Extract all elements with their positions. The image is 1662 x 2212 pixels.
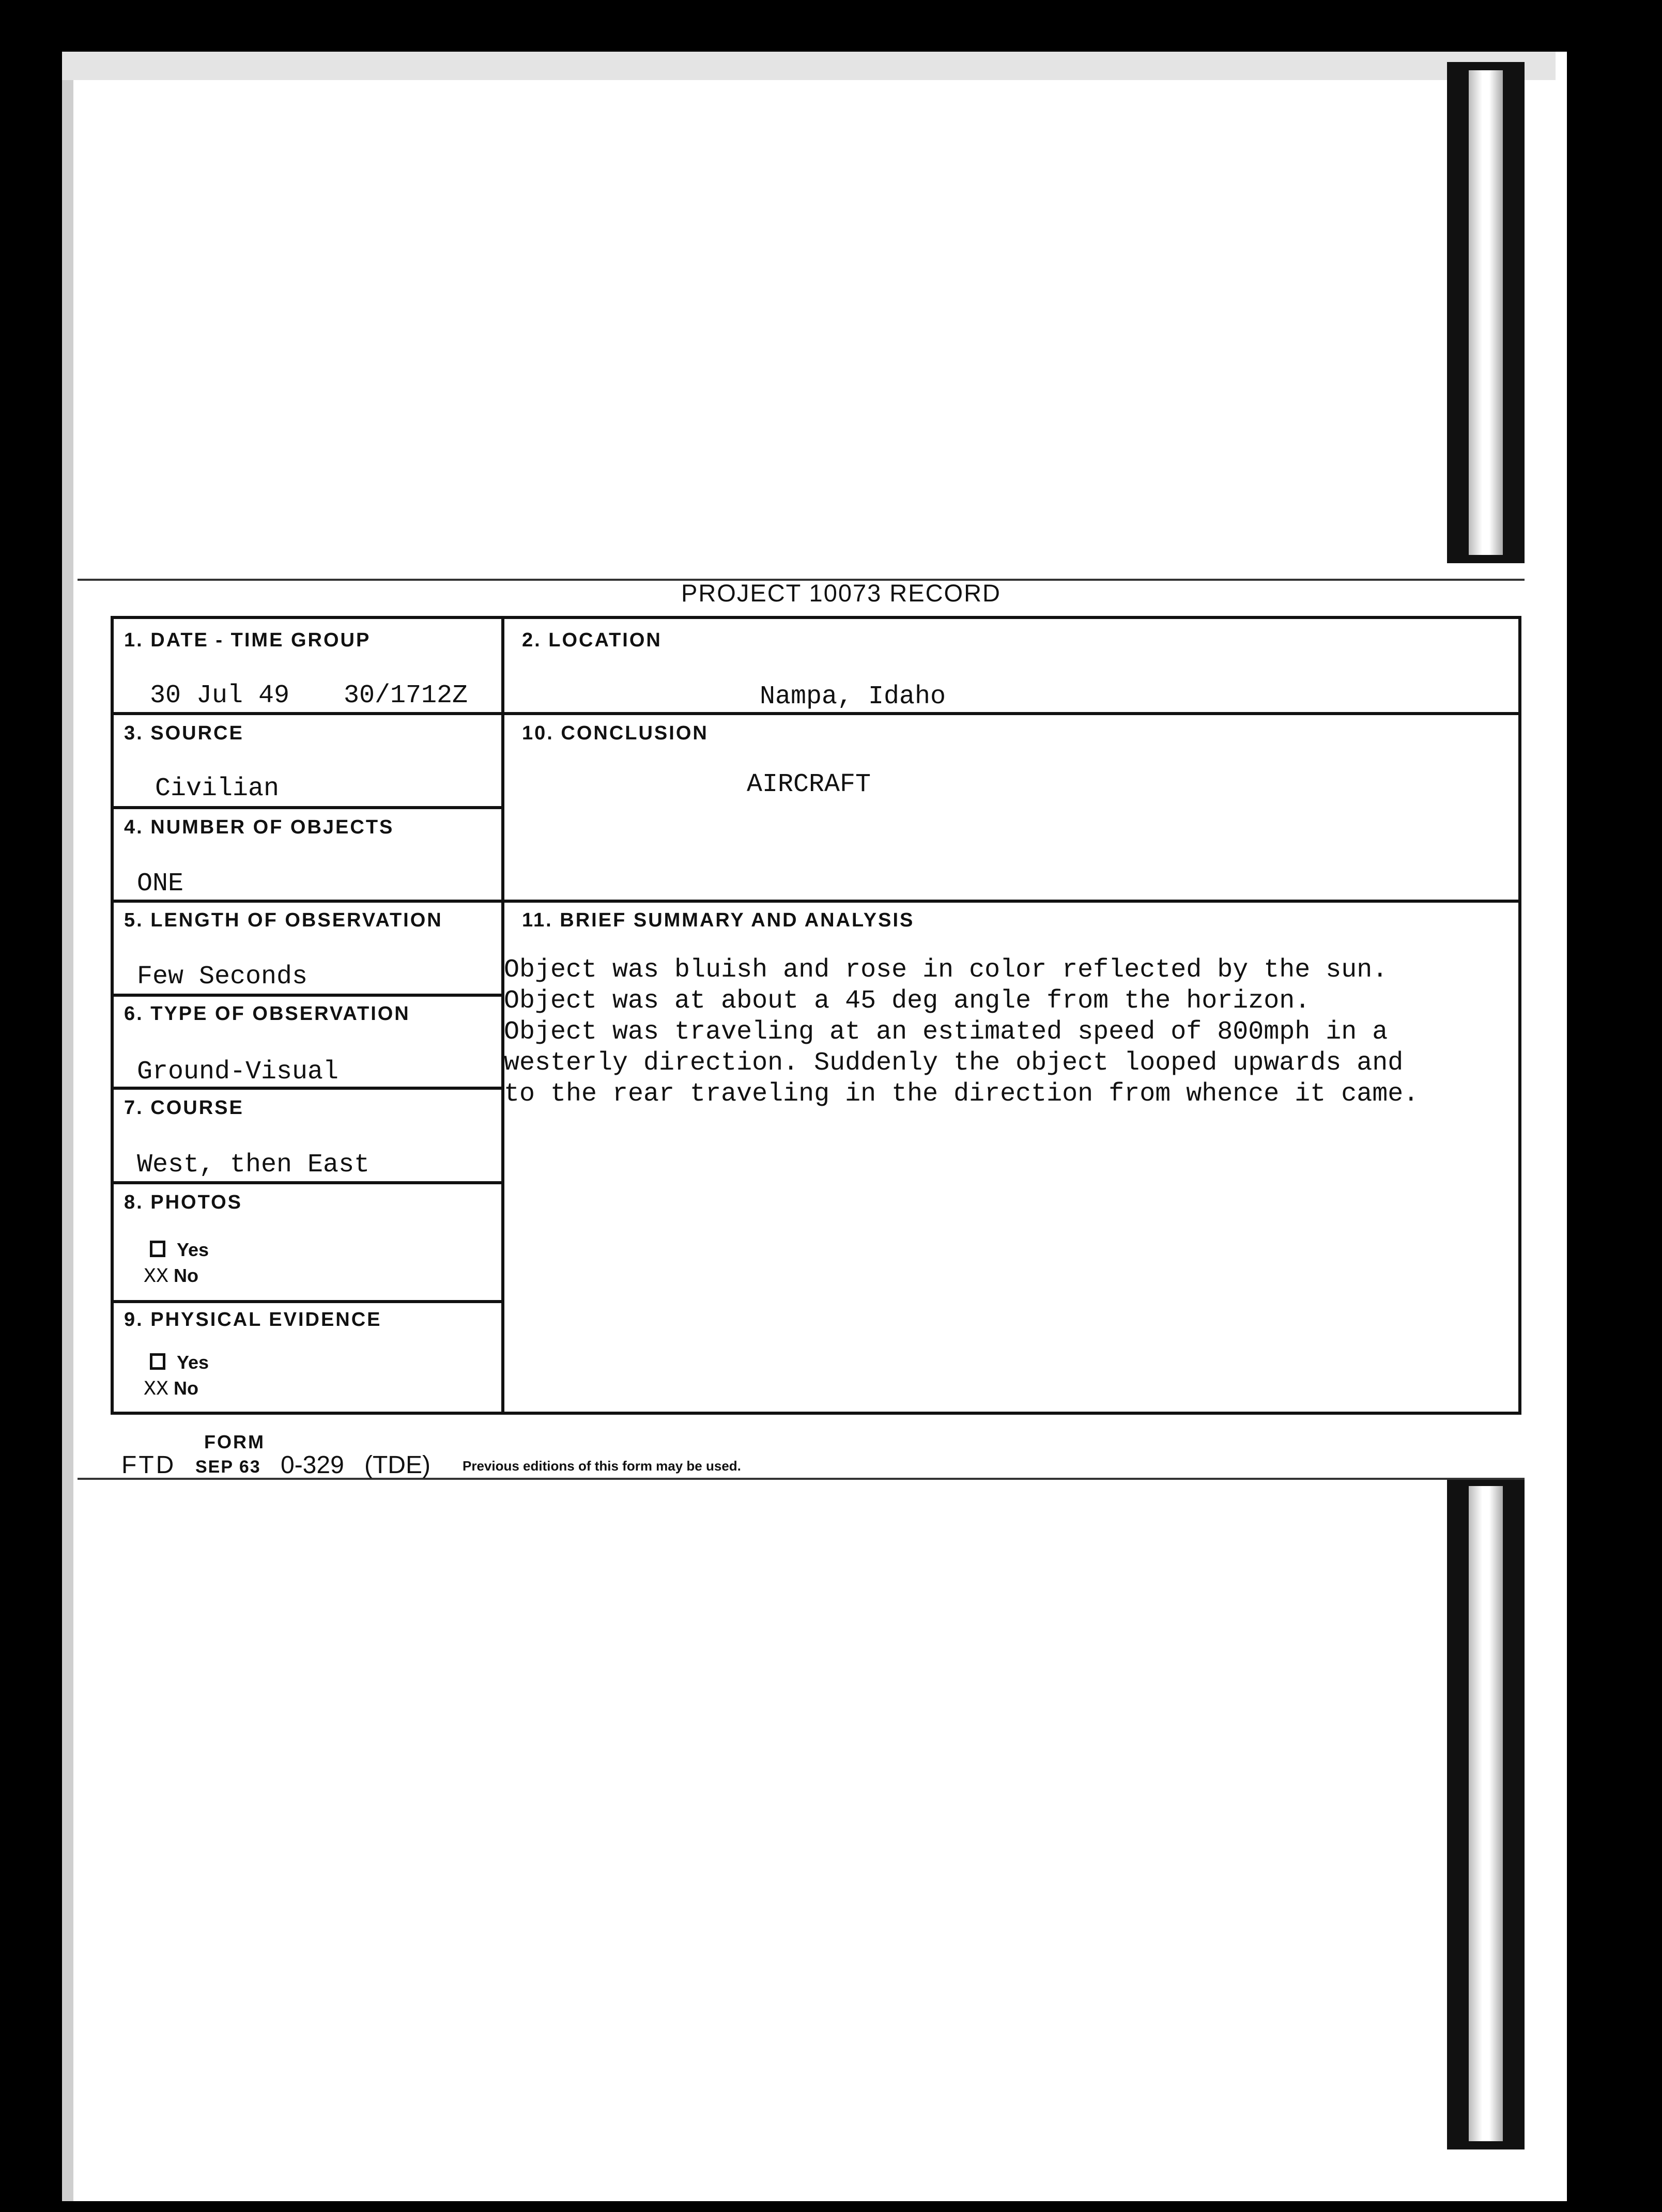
date-time-group-label: 1. DATE - TIME GROUP (124, 629, 371, 651)
type-of-observation-label: 6. TYPE OF OBSERVATION (124, 1003, 410, 1025)
divider (114, 712, 1519, 715)
summary-label: 11. BRIEF SUMMARY AND ANALYSIS (522, 909, 915, 931)
photos-yes-option: Yes (150, 1239, 209, 1261)
footer-form-word: FORM (204, 1431, 265, 1452)
summary-line: Object was at about a 45 deg angle from the horizon. (504, 986, 1311, 1016)
physical-evidence-no-option: XX No (144, 1378, 199, 1401)
source-value: Civilian (155, 774, 280, 803)
divider (114, 900, 1519, 903)
number-of-objects-value: ONE (137, 869, 184, 899)
length-of-observation-value: Few Seconds (137, 962, 308, 992)
footer-form-number: 0-329 (281, 1451, 344, 1479)
location-label: 2. LOCATION (522, 629, 662, 651)
record-form (111, 616, 1521, 1415)
type-of-observation-value: Ground-Visual (137, 1057, 339, 1087)
physical-evidence-yes-option: Yes (150, 1352, 209, 1373)
footer-date: SEP 63 (195, 1457, 261, 1477)
conclusion-label: 10. CONCLUSION (522, 722, 709, 744)
divider (114, 1300, 504, 1303)
checkbox-empty (150, 1353, 165, 1370)
film-edge-bar-top (1447, 62, 1525, 563)
summary-line: to the rear traveling in the direction from whence it came. (504, 1079, 1419, 1109)
length-of-observation-label: 5. LENGTH OF OBSERVATION (124, 909, 443, 931)
photos-no-option: XX No (144, 1265, 199, 1289)
summary-line: westerly direction. Suddenly the object looped upwards and (504, 1048, 1404, 1078)
physical-evidence-label: 9. PHYSICAL EVIDENCE (124, 1309, 382, 1331)
footer-ftd: FTD (121, 1451, 176, 1479)
sheet-top-shadow (62, 52, 1556, 80)
check-mark: XX (144, 1378, 169, 1401)
photos-label: 8. PHOTOS (124, 1192, 243, 1213)
conclusion-value: AIRCRAFT (747, 770, 871, 799)
summary-line: Object was traveling at an estimated speed of 800mph in a (504, 1017, 1388, 1047)
location-value: Nampa, Idaho (760, 682, 946, 711)
number-of-objects-label: 4. NUMBER OF OBJECTS (124, 816, 394, 838)
date-value: 30 Jul 49 (150, 681, 290, 710)
check-mark: XX (144, 1265, 169, 1289)
footer-note: Previous editions of this form may be used. (463, 1458, 741, 1474)
divider (114, 1087, 504, 1090)
time-value: 30/1712Z (344, 681, 468, 710)
film-edge-bar-bottom (1447, 1478, 1525, 2149)
divider (114, 1181, 504, 1184)
source-label: 3. SOURCE (124, 722, 244, 744)
summary-line: Object was bluish and rose in color reflected by the sun. (504, 955, 1388, 985)
footer-office: (TDE) (364, 1451, 430, 1479)
course-label: 7. COURSE (124, 1097, 244, 1119)
record-title: PROJECT 10073 RECORD (681, 579, 1001, 607)
divider (114, 994, 504, 997)
course-value: West, then East (137, 1150, 370, 1180)
summary-text (504, 955, 1506, 1110)
divider (114, 806, 504, 809)
checkbox-empty (150, 1241, 165, 1257)
